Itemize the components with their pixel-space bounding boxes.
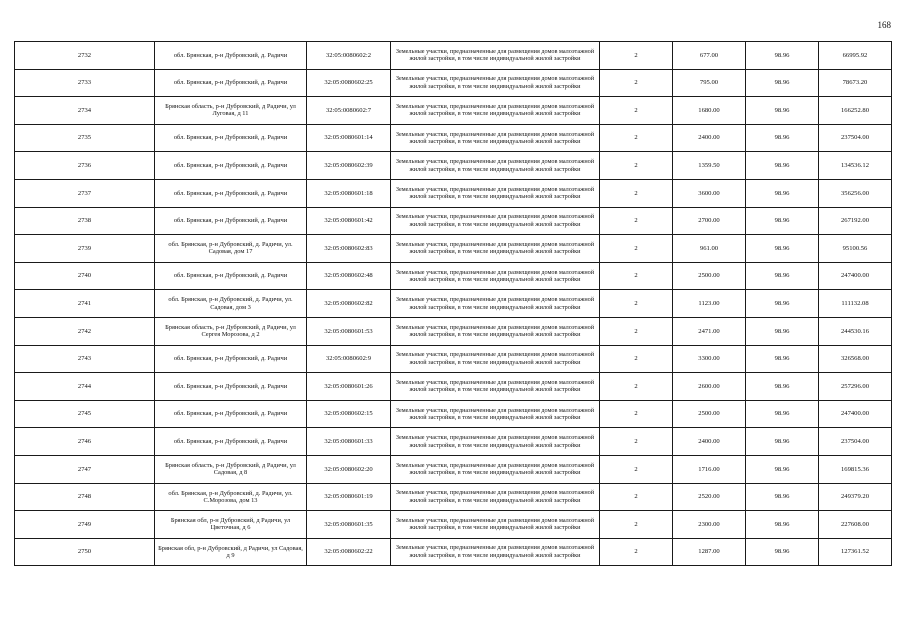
row-number-cell: 2749 [15,511,155,539]
address-cell: обл. Брянская, р-н Дубровский, д. Радичи [155,69,307,97]
area-cell: 2600.00 [673,373,746,401]
specific-value-cell: 98.96 [746,124,819,152]
table-body [15,42,892,566]
address-cell: Брянская область, р-н Дубровский, д Радичи, ул Сергея Морозова, д 2 [155,317,307,345]
table-row [15,69,892,97]
address-cell: обл. Брянская, р-н Дубровский, д. Радичи, ул. Садовая, дом 3 [155,290,307,318]
table-row [15,538,892,566]
cadastral-number-cell: 32:05:0080602:2 [307,42,391,70]
table-row [15,207,892,235]
category-code-cell: 2 [600,207,673,235]
cadastral-number-cell: 32:05:0080602:22 [307,538,391,566]
row-number-cell: 2732 [15,42,155,70]
category-code-cell: 2 [600,400,673,428]
cadastral-number-cell: 32:05:0080601:33 [307,428,391,456]
row-number-cell: 2750 [15,538,155,566]
category-code-cell: 2 [600,511,673,539]
area-cell: 2400.00 [673,124,746,152]
table-row [15,317,892,345]
specific-value-cell: 98.96 [746,42,819,70]
area-cell: 1680.00 [673,97,746,125]
cadastral-number-cell: 32:05:0080602:83 [307,235,391,263]
cadastral-number-cell: 32:05:0080601:53 [307,317,391,345]
cadastral-number-cell: 32:05:0080601:35 [307,511,391,539]
row-number-cell: 2746 [15,428,155,456]
address-cell: обл. Брянская, р-н Дубровский, д. Радичи [155,42,307,70]
category-code-cell: 2 [600,455,673,483]
row-number-cell: 2745 [15,400,155,428]
category-code-cell: 2 [600,317,673,345]
row-number-cell: 2737 [15,179,155,207]
address-cell: обл. Брянская, р-н Дубровский, д. Радичи [155,179,307,207]
category-code-cell: 2 [600,69,673,97]
land-purpose-cell: Земельные участки, предназначенные для размещения домов малоэтажной жилой застройки, в том числе индивидуальной жилой застройки [391,538,600,566]
address-cell: Брянская обл, р-н Дубровский, д Радичи, ул Садовая, д 9 [155,538,307,566]
table-row [15,262,892,290]
specific-value-cell: 98.96 [746,207,819,235]
specific-value-cell: 98.96 [746,179,819,207]
land-purpose-cell: Земельные участки, предназначенные для размещения домов малоэтажной жилой застройки, в том числе индивидуальной жилой застройки [391,262,600,290]
cadastral-number-cell: 32:05:0080602:25 [307,69,391,97]
specific-value-cell: 98.96 [746,152,819,180]
area-cell: 795.00 [673,69,746,97]
specific-value-cell: 98.96 [746,483,819,511]
specific-value-cell: 98.96 [746,428,819,456]
land-purpose-cell: Земельные участки, предназначенные для размещения домов малоэтажной жилой застройки, в том числе индивидуальной жилой застройки [391,373,600,401]
address-cell: Брянская область, р-н Дубровский, д Радичи, ул Луговая, д 11 [155,97,307,125]
cadastral-value-cell: 356256.00 [819,179,892,207]
land-purpose-cell: Земельные участки, предназначенные для размещения домов малоэтажной жилой застройки, в том числе индивидуальной жилой застройки [391,317,600,345]
land-purpose-cell: Земельные участки, предназначенные для размещения домов малоэтажной жилой застройки, в том числе индивидуальной жилой застройки [391,207,600,235]
address-cell: обл. Брянская, р-н Дубровский, д. Радичи [155,345,307,373]
cadastral-value-cell: 267192.00 [819,207,892,235]
land-purpose-cell: Земельные участки, предназначенные для размещения домов малоэтажной жилой застройки, в том числе индивидуальной жилой застройки [391,179,600,207]
row-number-cell: 2733 [15,69,155,97]
row-number-cell: 2741 [15,290,155,318]
table-row [15,42,892,70]
cadastral-value-cell: 166252.80 [819,97,892,125]
area-cell: 2300.00 [673,511,746,539]
specific-value-cell: 98.96 [746,373,819,401]
category-code-cell: 2 [600,290,673,318]
category-code-cell: 2 [600,124,673,152]
category-code-cell: 2 [600,152,673,180]
cadastral-number-cell: 32:05:0080602:7 [307,97,391,125]
cadastral-value-cell: 227608.00 [819,511,892,539]
cadastral-value-cell: 326568.00 [819,345,892,373]
category-code-cell: 2 [600,483,673,511]
address-cell: обл. Брянская, р-н Дубровский, д. Радичи, ул. С.Морозова, дом 13 [155,483,307,511]
cadastral-value-cell: 244530.16 [819,317,892,345]
table-row [15,455,892,483]
table-row [15,483,892,511]
specific-value-cell: 98.96 [746,538,819,566]
table-row [15,235,892,263]
cadastral-value-cell: 134536.12 [819,152,892,180]
specific-value-cell: 98.96 [746,317,819,345]
table-row [15,290,892,318]
address-cell: Брянская область, р-н Дубровский, д Радичи, ул Садовая, д 8 [155,455,307,483]
cadastral-number-cell: 32:05:0080601:42 [307,207,391,235]
cadastral-number-cell: 32:05:0080602:48 [307,262,391,290]
specific-value-cell: 98.96 [746,400,819,428]
row-number-cell: 2740 [15,262,155,290]
page-number: 168 [877,20,891,30]
cadastral-number-cell: 32:05:0080601:14 [307,124,391,152]
category-code-cell: 2 [600,42,673,70]
address-cell: обл. Брянская, р-н Дубровский, д. Радичи [155,207,307,235]
table-row [15,97,892,125]
cadastral-value-cell: 247400.00 [819,400,892,428]
cadastral-number-cell: 32:05:0080601:19 [307,483,391,511]
cadastral-number-cell: 32:05:0080602:20 [307,455,391,483]
area-cell: 1123.00 [673,290,746,318]
category-code-cell: 2 [600,235,673,263]
specific-value-cell: 98.96 [746,262,819,290]
area-cell: 2700.00 [673,207,746,235]
table-row [15,511,892,539]
cadastral-value-cell: 78673.20 [819,69,892,97]
land-purpose-cell: Земельные участки, предназначенные для размещения домов малоэтажной жилой застройки, в том числе индивидуальной жилой застройки [391,124,600,152]
land-purpose-cell: Земельные участки, предназначенные для размещения домов малоэтажной жилой застройки, в том числе индивидуальной жилой застройки [391,42,600,70]
address-cell: Брянская обл, р-н Дубровский, д Радичи, ул Цветочная, д 6 [155,511,307,539]
cadastral-value-cell: 249379.20 [819,483,892,511]
row-number-cell: 2735 [15,124,155,152]
row-number-cell: 2742 [15,317,155,345]
category-code-cell: 2 [600,97,673,125]
table-row [15,124,892,152]
address-cell: обл. Брянская, р-н Дубровский, д. Радичи [155,262,307,290]
land-purpose-cell: Земельные участки, предназначенные для размещения домов малоэтажной жилой застройки, в том числе индивидуальной жилой застройки [391,455,600,483]
address-cell: обл. Брянская, р-н Дубровский, д. Радичи, ул. Садовая, дом 17 [155,235,307,263]
cadastral-value-cell: 127361.52 [819,538,892,566]
category-code-cell: 2 [600,373,673,401]
area-cell: 2400.00 [673,428,746,456]
category-code-cell: 2 [600,538,673,566]
row-number-cell: 2739 [15,235,155,263]
area-cell: 2471.00 [673,317,746,345]
land-purpose-cell: Земельные участки, предназначенные для размещения домов малоэтажной жилой застройки, в том числе индивидуальной жилой застройки [391,345,600,373]
area-cell: 1716.00 [673,455,746,483]
area-cell: 3300.00 [673,345,746,373]
land-purpose-cell: Земельные участки, предназначенные для размещения домов малоэтажной жилой застройки, в том числе индивидуальной жилой застройки [391,97,600,125]
category-code-cell: 2 [600,262,673,290]
category-code-cell: 2 [600,179,673,207]
cadastral-value-cell: 95100.56 [819,235,892,263]
row-number-cell: 2748 [15,483,155,511]
category-code-cell: 2 [600,428,673,456]
table-row [15,400,892,428]
area-cell: 2520.00 [673,483,746,511]
area-cell: 2500.00 [673,262,746,290]
specific-value-cell: 98.96 [746,290,819,318]
row-number-cell: 2738 [15,207,155,235]
table-row [15,373,892,401]
specific-value-cell: 98.96 [746,455,819,483]
land-purpose-cell: Земельные участки, предназначенные для размещения домов малоэтажной жилой застройки, в том числе индивидуальной жилой застройки [391,152,600,180]
row-number-cell: 2734 [15,97,155,125]
cadastral-value-cell: 66995.92 [819,42,892,70]
area-cell: 961.00 [673,235,746,263]
specific-value-cell: 98.96 [746,235,819,263]
area-cell: 677.00 [673,42,746,70]
category-code-cell: 2 [600,345,673,373]
specific-value-cell: 98.96 [746,69,819,97]
address-cell: обл. Брянская, р-н Дубровский, д. Радичи [155,373,307,401]
cadastral-value-cell: 237504.00 [819,428,892,456]
specific-value-cell: 98.96 [746,97,819,125]
cadastral-value-cell: 111132.08 [819,290,892,318]
land-plots-table [14,41,892,566]
area-cell: 3600.00 [673,179,746,207]
cadastral-number-cell: 32:05:0080601:26 [307,373,391,401]
land-purpose-cell: Земельные участки, предназначенные для размещения домов малоэтажной жилой застройки, в том числе индивидуальной жилой застройки [391,483,600,511]
specific-value-cell: 98.96 [746,345,819,373]
cadastral-number-cell: 32:05:0080602:82 [307,290,391,318]
row-number-cell: 2743 [15,345,155,373]
land-purpose-cell: Земельные участки, предназначенные для размещения домов малоэтажной жилой застройки, в том числе индивидуальной жилой застройки [391,511,600,539]
cadastral-number-cell: 32:05:0080601:18 [307,179,391,207]
row-number-cell: 2736 [15,152,155,180]
table-row [15,428,892,456]
cadastral-number-cell: 32:05:0080602:9 [307,345,391,373]
row-number-cell: 2744 [15,373,155,401]
land-purpose-cell: Земельные участки, предназначенные для размещения домов малоэтажной жилой застройки, в том числе индивидуальной жилой застройки [391,69,600,97]
cadastral-value-cell: 257296.00 [819,373,892,401]
address-cell: обл. Брянская, р-н Дубровский, д. Радичи [155,400,307,428]
area-cell: 2500.00 [673,400,746,428]
address-cell: обл. Брянская, р-н Дубровский, д. Радичи [155,152,307,180]
land-purpose-cell: Земельные участки, предназначенные для размещения домов малоэтажной жилой застройки, в том числе индивидуальной жилой застройки [391,235,600,263]
cadastral-number-cell: 32:05:0080602:15 [307,400,391,428]
table-row [15,345,892,373]
area-cell: 1359.50 [673,152,746,180]
area-cell: 1287.00 [673,538,746,566]
address-cell: обл. Брянская, р-н Дубровский, д. Радичи [155,428,307,456]
land-purpose-cell: Земельные участки, предназначенные для размещения домов малоэтажной жилой застройки, в том числе индивидуальной жилой застройки [391,290,600,318]
specific-value-cell: 98.96 [746,511,819,539]
cadastral-value-cell: 237504.00 [819,124,892,152]
row-number-cell: 2747 [15,455,155,483]
address-cell: обл. Брянская, р-н Дубровский, д. Радичи [155,124,307,152]
land-purpose-cell: Земельные участки, предназначенные для размещения домов малоэтажной жилой застройки, в том числе индивидуальной жилой застройки [391,400,600,428]
land-purpose-cell: Земельные участки, предназначенные для размещения домов малоэтажной жилой застройки, в том числе индивидуальной жилой застройки [391,428,600,456]
cadastral-value-cell: 169815.36 [819,455,892,483]
cadastral-number-cell: 32:05:0080602:39 [307,152,391,180]
table-row [15,179,892,207]
cadastral-value-cell: 247400.00 [819,262,892,290]
table-row [15,152,892,180]
